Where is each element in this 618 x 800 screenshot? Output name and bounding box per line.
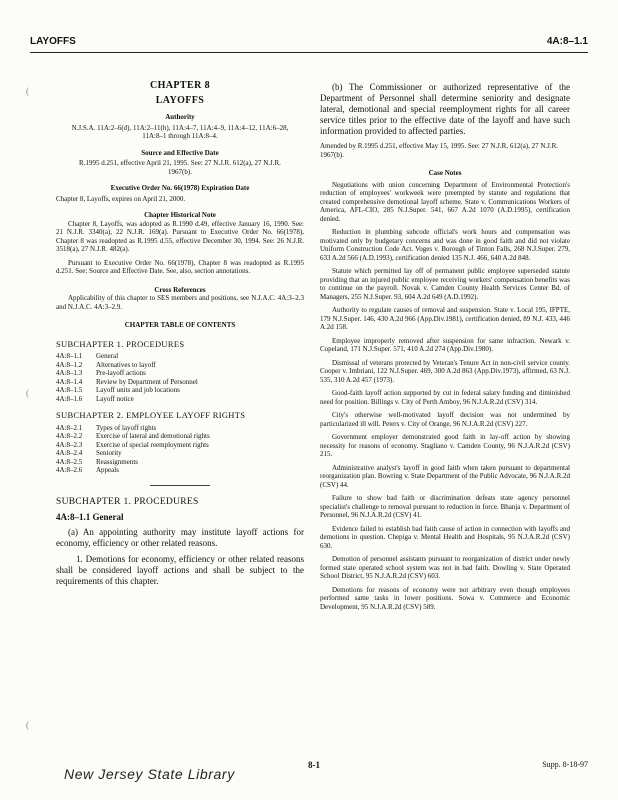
toc-num: 4A:8–2.1 xyxy=(56,423,83,432)
toc-num: 4A:8–2.4 xyxy=(56,449,83,457)
case-note: City's otherwise well-motivated layoff decision was not undermined by particularized ill will. Peters v. City of Orange, 96 N.J.A.R.2d (CSV) 227. xyxy=(320,411,570,428)
toc-num: 4A:8–1.5 xyxy=(56,386,83,394)
cross-ref-text: Applicability of this chapter to SES members and positions, see N.J.A.C. 4A:3–2.3 and N.J.A.C. 4A:3–2.9. xyxy=(56,294,304,311)
toc-num: 4A:8–2.2 xyxy=(56,432,83,440)
history-text: Chapter 8, Layoffs, was adopted as R.1990 d.49, effective January 16, 1990. See: 21 N.J.R. 3340(a), 22 N.J.R. 169(a). Pursuant to Executive Order No. 66(1978), Chapter 8 was readopted as R.1995 d.55, effective December 30, 1994. See: 26 N.J.R. 3518(a), 27 N.J.R. 482(a). xyxy=(56,219,304,253)
authority-heading: Authority xyxy=(165,113,195,121)
para-a1: 1. Demotions for economy, efficiency or other related reasons shall be considered layoff actions and shall be subject to the requirements of this chapter. xyxy=(56,554,304,586)
eo-heading: Executive Order No. 66(1978) Expiration Date xyxy=(110,184,250,192)
running-header xyxy=(30,36,588,50)
toc-list-2 xyxy=(56,424,304,475)
toc-title: Layoff notice xyxy=(96,394,134,403)
toc-num: 4A:8–2.5 xyxy=(56,457,83,466)
case-note: Statute which permitted lay off of permanent public employee superseded statute providing that an injured public employee receiving workers' compensation benefits was to continue on the payroll. Novak v. Camden County Health Services Center Bd. of Managers, 255 N.J.Super. 93, 604 A.2d 649 (A.D.1992). xyxy=(320,267,570,301)
toc-title: Layoff units and job locations xyxy=(96,386,180,394)
toc-num: 4A:8–1.2 xyxy=(56,360,83,369)
toc-list-1 xyxy=(56,352,304,403)
page-number: 8-1 xyxy=(308,760,320,770)
toc-title: Appeals xyxy=(96,466,119,474)
toc-title: Review by Department of Personnel xyxy=(96,377,198,386)
case-note: Demotions for reasons of economy were not arbitrary even though employees performed same tasks in lower positions. Sowa v. Commerce and Economic Development, 95 N.J.A.R.2d (CSV) 589. xyxy=(320,585,570,611)
section-divider xyxy=(150,485,210,486)
toc-num: 4A:8–1.4 xyxy=(56,377,83,386)
toc-num: 4A:8–1.6 xyxy=(56,394,83,403)
chapter-number: CHAPTER 8 xyxy=(150,80,210,91)
case-note: Demotion of personnel assistants pursuant to reorganization of district under newly formed state operated school system was not in bad faith. Dowling v. State Operated School District, 95 N.J.A.R.2d (CSV) 603. xyxy=(320,555,570,580)
chapter-title: LAYOFFS xyxy=(155,94,205,106)
toc-num: 4A:8–1.3 xyxy=(56,369,83,377)
case-note: Administrative analyst's layoff in good faith when taken pursuant to departmental reorganization plan. Bowring v. State Department of the Public Advocate, 96 N.J.A.R.2d (CSV) 44. xyxy=(320,463,570,489)
eo-text: Chapter 8, Layoffs, expires on April 21, 2000. xyxy=(56,194,186,203)
supplement-date: Supp. 8-18-97 xyxy=(542,760,588,769)
left-column xyxy=(56,82,304,592)
case-note: Authority to regulate causes of removal and suspension. State v. Local 195, IFPTE, 179 N.J.Super. 146, 430 A.2d 966 (App.Div.1981), certification denied, 89 N.J. 433, 446 A.2d 158. xyxy=(320,306,570,331)
toc-num: 4A:8–1.1 xyxy=(56,352,83,360)
case-note: Employee improperly removed after suspension for same infraction. Newark v. Copeland, 171 N.J.Super. 571, 410 A.2d 274 (App.Div.1980). xyxy=(320,336,570,353)
para-b: (b) The Commissioner or authorized representative of the Department of Personnel shall determine seniority and designate lateral, demotional and special reemployment rights for all career service titles prior to the effective date of the layoff and have such information provided to affected parties. xyxy=(320,82,570,136)
case-note: Negotiations with union concerning Department of Environmental Protection's reduction of employees' workweek were preempted by statute and regulations that created comprehensive demotional layoff scheme. State v. Communications Workers of America, AFL-CIO, 285 N.J.Super. 541, 667 A.2d 1070 (A.D.1995), certification denied. xyxy=(320,180,570,223)
case-note: Dismissal of veterans protected by Veteran's Tenure Act in non-civil service county. Cooper v. Imbriani, 122 N.J.Super. 469, 300 A.2d 863 (App.Div.1973), affirmed, 63 N.J. 535, 310 A.2d 457 (1973). xyxy=(320,358,570,384)
case-note: Good-faith layoff action supported by cut in federal salary funding and diminished need for position. Billings v. City of Perth Amboy, 96 N.J.A.R.2d (CSV) 314. xyxy=(320,389,570,406)
toc-subchapter-1: SUBCHAPTER 1. PROCEDURES xyxy=(56,338,185,349)
toc-title: Exercise of special reemployment rights xyxy=(96,440,209,449)
case-note: Reduction in plumbing subcode official's work hours and compensation was motivated only by budgetary concerns and was done in good faith and did not violate Uniform Construction Code Act. Voges v. Borough of Tinton Falls, 268 N.J.Super. 279, 633 A.2d 566 (A.D.1993), certification denied 135 N.J. 466, 640 A.2d 848. xyxy=(320,228,570,262)
binding-mark: ( xyxy=(26,86,29,96)
para-a: (a) An appointing authority may institute layoff actions for economy, efficiency or other related reasons. xyxy=(56,527,304,548)
cross-ref-heading: Cross References xyxy=(154,285,206,294)
toc-subchapter-2: SUBCHAPTER 2. EMPLOYEE LAYOFF RIGHTS xyxy=(56,410,246,420)
toc-title: General xyxy=(96,352,119,360)
binding-mark: ( xyxy=(26,388,29,398)
header-title: LAYOFFS xyxy=(30,36,76,47)
toc-title: Types of layoff rights xyxy=(96,423,157,432)
history-text-2: Pursuant to Executive Order No. 66(1978), Chapter 8 was readopted as R.1995 d.251. See: Source and Effective Date. See, also, section annotations. xyxy=(56,258,304,275)
toc-title: Reassignments xyxy=(96,457,138,466)
page-footer xyxy=(30,760,588,790)
toc-title: Seniority xyxy=(96,449,122,457)
binding-mark: ( xyxy=(26,720,29,730)
toc-num: 4A:8–2.6 xyxy=(56,466,83,474)
history-heading: Chapter Historical Note xyxy=(144,211,216,219)
case-note: Failure to show bad faith or discrimination defeats state agency personnel specialist's challenge to removal pursuant to reduction in force. Bhanja v. Department of Personnel, 96 N.J.A.R.2d (CSV) 41. xyxy=(320,494,570,519)
case-note: Government employer demonstrated good faith in lay-off action by showing necessity for reasons of economy. Stagliano v. Camden County, 96 N.J.A.R.2d (CSV) 215. xyxy=(320,433,570,458)
header-rule xyxy=(30,52,588,53)
toc-title: Pre-layoff actions xyxy=(96,369,146,377)
toc-heading: CHAPTER TABLE OF CONTENTS xyxy=(124,321,236,329)
toc-num: 4A:8–2.3 xyxy=(56,440,83,449)
header-section: 4A:8–1.1 xyxy=(546,36,588,47)
source-text: R.1995 d.251, effective April 21, 1995. See: 27 N.J.R. 612(a), 27 N.J.R. 1967(b). xyxy=(79,159,281,176)
toc-title: Alternatives to layoff xyxy=(96,360,156,369)
section-heading: 4A:8–1.1 General xyxy=(56,512,124,522)
library-stamp: New Jersey State Library xyxy=(64,766,235,782)
case-note: Evidence failed to establish bad faith cause of action in connection with layoffs and demotions in question. Chepiga v. Mental Health and Hospitals, 95 N.J.A.R.2d (CSV) 630. xyxy=(320,524,570,550)
toc-title: Exercise of lateral and demotional rights xyxy=(96,432,210,440)
right-column xyxy=(320,82,570,616)
authority-text: N.J.S.A. 11A:2–6(d), 11A:2–11(h), 11A:4–7, 11A:4–9, 11A:4–12, 11A:6–28, 11A:8–1 through 11A:8–4. xyxy=(71,123,289,140)
subchapter-heading: SUBCHAPTER 1. PROCEDURES xyxy=(56,496,199,507)
source-heading: Source and Effective Date xyxy=(141,148,219,157)
amended-note: Amended by R.1995 d.251, effective May 15, 1995. See: 27 N.J.R. 612(a), 27 N.J.R. 1967(b). xyxy=(320,142,559,159)
case-notes-heading: Case Notes xyxy=(428,169,462,177)
